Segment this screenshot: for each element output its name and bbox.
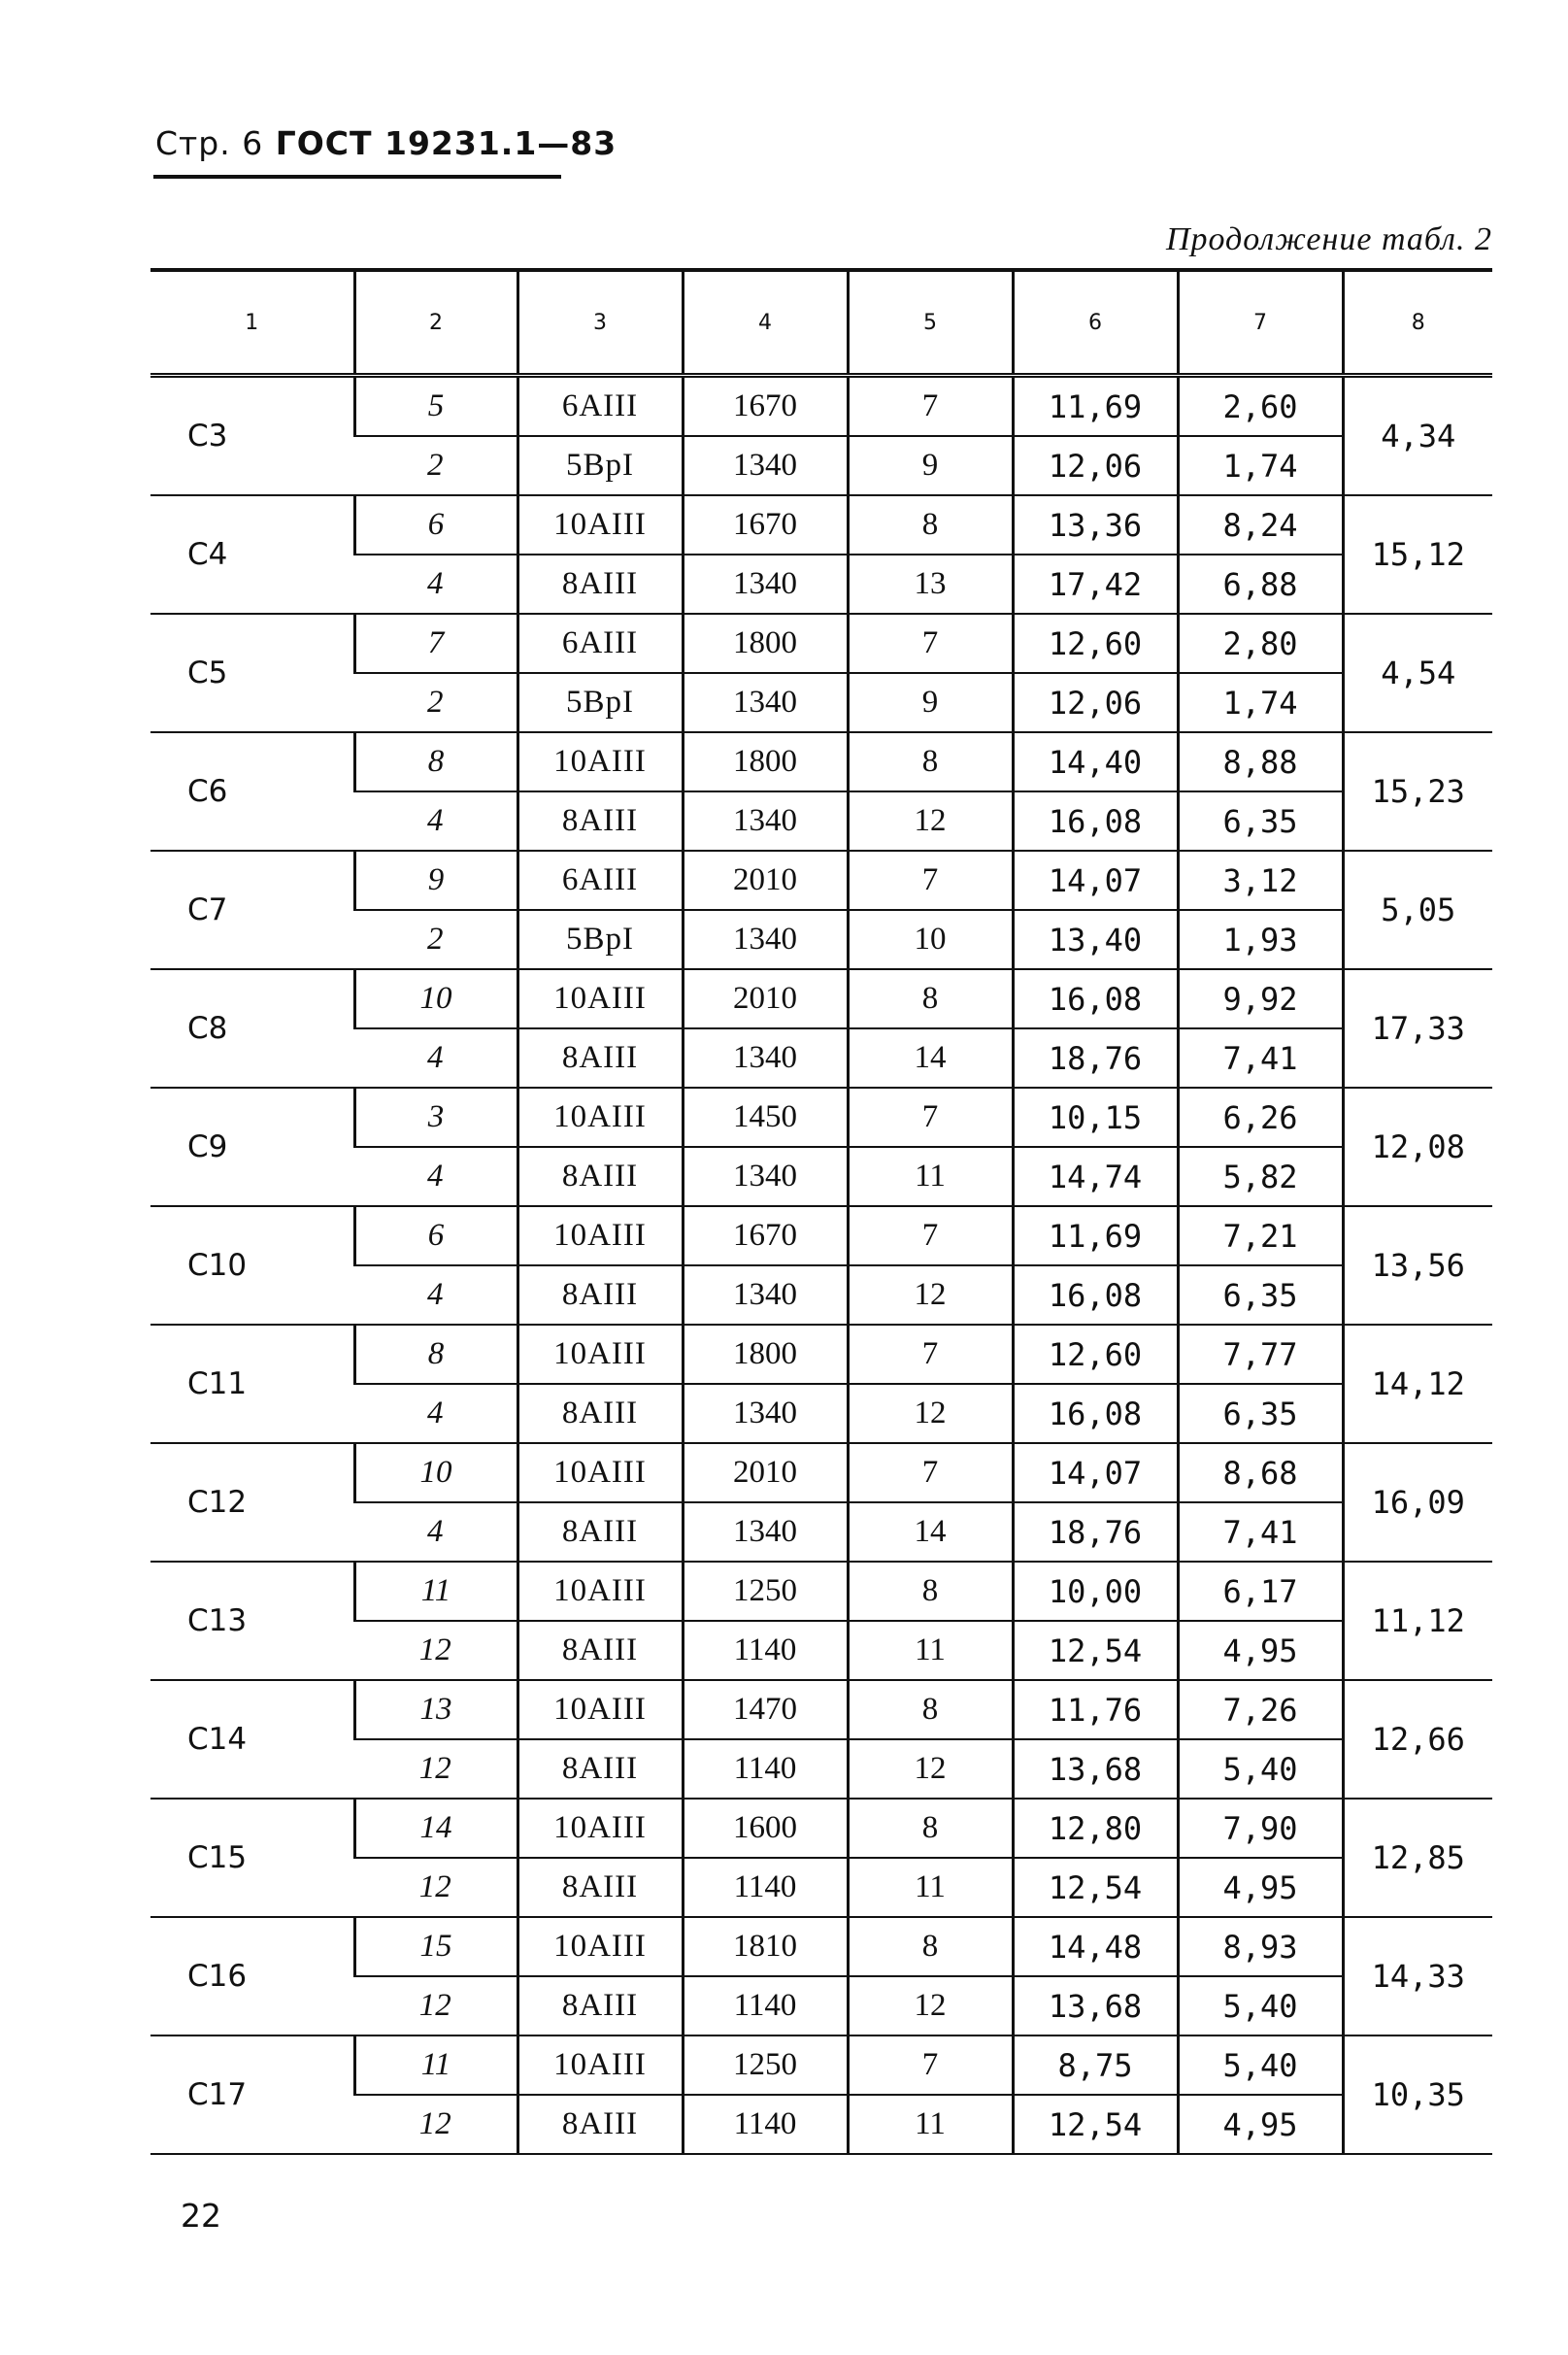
cell-rebar-class: 8AIII [517,1739,683,1799]
cell-rebar-class: 5BpI [517,673,683,732]
cell-total: 5,05 [1343,851,1492,969]
cell-value-7: 8,88 [1178,732,1343,791]
cell-quantity: 2 [354,910,517,969]
cell-quantity: 10 [354,1443,517,1502]
cell-value-7: 5,82 [1178,1147,1343,1206]
cell-mark: С10 [150,1206,354,1325]
cell-value-6: 12,60 [1013,1325,1178,1384]
page-number: 22 [181,2197,221,2235]
cell-rebar-class: 8AIII [517,1858,683,1917]
cell-quantity: 6 [354,1206,517,1265]
cell-value-6: 16,08 [1013,791,1178,851]
cell-value-7: 6,17 [1178,1562,1343,1621]
cell-value-7: 1,74 [1178,436,1343,495]
cell-rebar-class: 5BpI [517,436,683,495]
cell-value-7: 4,95 [1178,1621,1343,1680]
cell-total: 14,12 [1343,1325,1492,1443]
cell-rebar-class: 10AIII [517,1799,683,1858]
cell-count: 11 [848,1621,1013,1680]
cell-total: 11,12 [1343,1562,1492,1680]
cell-rebar-class: 10AIII [517,969,683,1028]
cell-count: 14 [848,1502,1013,1562]
column-header: 3 [517,270,683,376]
cell-value-6: 14,40 [1013,732,1178,791]
cell-mark: С16 [150,1917,354,2035]
cell-quantity: 6 [354,495,517,555]
cell-value-6: 12,54 [1013,1858,1178,1917]
cell-rebar-class: 8AIII [517,1147,683,1206]
cell-mark: С12 [150,1443,354,1562]
column-header: 4 [683,270,848,376]
cell-rebar-class: 10AIII [517,2035,683,2095]
table-row [150,376,1492,437]
cell-quantity: 7 [354,614,517,673]
cell-value-7: 7,26 [1178,1680,1343,1739]
column-header: 7 [1178,270,1343,376]
cell-value-7: 9,92 [1178,969,1343,1028]
cell-rebar-class: 10AIII [517,1917,683,1976]
cell-value-6: 16,08 [1013,969,1178,1028]
table-row [150,614,1492,673]
cell-count: 12 [848,1265,1013,1325]
cell-length: 1800 [683,732,848,791]
cell-mark: С11 [150,1325,354,1443]
cell-quantity: 12 [354,1739,517,1799]
cell-length: 1670 [683,495,848,555]
cell-count: 8 [848,732,1013,791]
cell-count: 12 [848,1976,1013,2035]
cell-mark: С13 [150,1562,354,1680]
cell-value-7: 7,77 [1178,1325,1343,1384]
cell-value-7: 1,74 [1178,673,1343,732]
table-row [150,1325,1492,1384]
cell-value-6: 12,60 [1013,614,1178,673]
cell-quantity: 12 [354,2095,517,2154]
cell-total: 12,85 [1343,1799,1492,1917]
cell-quantity: 4 [354,791,517,851]
header-rule [153,175,561,179]
cell-count: 7 [848,2035,1013,2095]
cell-value-6: 16,08 [1013,1265,1178,1325]
cell-value-7: 6,35 [1178,1384,1343,1443]
cell-value-7: 4,95 [1178,2095,1343,2154]
cell-length: 1800 [683,614,848,673]
cell-rebar-class: 8AIII [517,555,683,614]
cell-count: 8 [848,1917,1013,1976]
cell-value-7: 6,35 [1178,791,1343,851]
table-row [150,1562,1492,1621]
column-header: 1 [150,270,354,376]
cell-value-7: 7,41 [1178,1028,1343,1088]
cell-value-6: 12,06 [1013,673,1178,732]
cell-count: 7 [848,1443,1013,1502]
cell-value-7: 8,93 [1178,1917,1343,1976]
cell-quantity: 8 [354,732,517,791]
cell-total: 4,34 [1343,376,1492,496]
cell-count: 7 [848,1088,1013,1147]
cell-value-6: 13,68 [1013,1739,1178,1799]
cell-mark: С15 [150,1799,354,1917]
cell-rebar-class: 6AIII [517,851,683,910]
page-header [155,124,617,162]
cell-quantity: 11 [354,2035,517,2095]
cell-length: 1340 [683,673,848,732]
cell-value-6: 10,00 [1013,1562,1178,1621]
cell-value-6: 18,76 [1013,1028,1178,1088]
cell-length: 1140 [683,1976,848,2035]
cell-length: 1450 [683,1088,848,1147]
cell-value-6: 8,75 [1013,2035,1178,2095]
cell-length: 1250 [683,1562,848,1621]
table-row [150,1206,1492,1265]
cell-total: 15,12 [1343,495,1492,614]
cell-rebar-class: 8AIII [517,1265,683,1325]
cell-value-6: 12,54 [1013,1621,1178,1680]
cell-count: 8 [848,1680,1013,1739]
cell-count: 8 [848,1799,1013,1858]
cell-length: 1340 [683,1502,848,1562]
cell-mark: С4 [150,495,354,614]
cell-length: 1340 [683,436,848,495]
cell-quantity: 5 [354,376,517,437]
cell-length: 1670 [683,1206,848,1265]
cell-rebar-class: 6AIII [517,376,683,437]
cell-length: 1140 [683,1739,848,1799]
cell-value-7: 2,60 [1178,376,1343,437]
cell-length: 1140 [683,2095,848,2154]
cell-rebar-class: 8AIII [517,1028,683,1088]
cell-value-7: 5,40 [1178,2035,1343,2095]
cell-length: 1140 [683,1621,848,1680]
cell-count: 12 [848,791,1013,851]
cell-value-6: 13,36 [1013,495,1178,555]
table-row [150,1799,1492,1858]
cell-quantity: 4 [354,1265,517,1325]
cell-value-7: 3,12 [1178,851,1343,910]
table-row [150,969,1492,1028]
cell-rebar-class: 10AIII [517,1680,683,1739]
cell-quantity: 2 [354,673,517,732]
cell-rebar-class: 8AIII [517,1621,683,1680]
cell-length: 1140 [683,1858,848,1917]
cell-total: 4,54 [1343,614,1492,732]
cell-count: 8 [848,969,1013,1028]
cell-value-7: 7,21 [1178,1206,1343,1265]
cell-rebar-class: 10AIII [517,495,683,555]
cell-rebar-class: 8AIII [517,1976,683,2035]
cell-value-6: 13,40 [1013,910,1178,969]
cell-value-6: 12,80 [1013,1799,1178,1858]
column-header: 6 [1013,270,1178,376]
table-continuation-label: Продолжение табл. 2 [1165,221,1492,257]
cell-value-6: 14,07 [1013,1443,1178,1502]
cell-length: 2010 [683,969,848,1028]
cell-total: 12,08 [1343,1088,1492,1206]
cell-quantity: 9 [354,851,517,910]
cell-value-6: 11,76 [1013,1680,1178,1739]
cell-count: 12 [848,1739,1013,1799]
cell-value-6: 14,07 [1013,851,1178,910]
cell-mark: С8 [150,969,354,1088]
cell-length: 2010 [683,1443,848,1502]
cell-value-6: 16,08 [1013,1384,1178,1443]
cell-quantity: 4 [354,1028,517,1088]
cell-value-7: 2,80 [1178,614,1343,673]
table-row [150,1917,1492,1976]
cell-total: 15,23 [1343,732,1492,851]
cell-quantity: 4 [354,1147,517,1206]
cell-value-7: 7,90 [1178,1799,1343,1858]
cell-length: 1470 [683,1680,848,1739]
cell-count: 7 [848,376,1013,437]
cell-length: 1670 [683,376,848,437]
cell-length: 1810 [683,1917,848,1976]
table-row [150,1088,1492,1147]
cell-quantity: 12 [354,1858,517,1917]
cell-count: 12 [848,1384,1013,1443]
table-row [150,1443,1492,1502]
cell-mark: С5 [150,614,354,732]
cell-quantity: 4 [354,555,517,614]
cell-total: 12,66 [1343,1680,1492,1799]
cell-total: 14,33 [1343,1917,1492,2035]
cell-count: 14 [848,1028,1013,1088]
cell-rebar-class: 10AIII [517,1325,683,1384]
cell-quantity: 8 [354,1325,517,1384]
cell-value-7: 1,93 [1178,910,1343,969]
cell-length: 1600 [683,1799,848,1858]
cell-value-6: 13,68 [1013,1976,1178,2035]
cell-count: 7 [848,614,1013,673]
cell-quantity: 2 [354,436,517,495]
cell-length: 1340 [683,1028,848,1088]
cell-mark: С14 [150,1680,354,1799]
spec-table-container [150,268,1492,2155]
cell-length: 1800 [683,1325,848,1384]
cell-value-7: 6,26 [1178,1088,1343,1147]
cell-mark: С3 [150,376,354,496]
cell-quantity: 11 [354,1562,517,1621]
cell-value-7: 5,40 [1178,1976,1343,2035]
cell-rebar-class: 10AIII [517,732,683,791]
cell-value-7: 6,35 [1178,1265,1343,1325]
cell-length: 1340 [683,791,848,851]
cell-count: 7 [848,851,1013,910]
cell-quantity: 12 [354,1976,517,2035]
table-row [150,1680,1492,1739]
cell-value-7: 6,88 [1178,555,1343,614]
table-row [150,2035,1492,2095]
cell-quantity: 12 [354,1621,517,1680]
cell-value-6: 14,48 [1013,1917,1178,1976]
cell-count: 7 [848,1206,1013,1265]
cell-value-6: 17,42 [1013,555,1178,614]
cell-count: 10 [848,910,1013,969]
cell-quantity: 4 [354,1502,517,1562]
table-row [150,732,1492,791]
cell-value-7: 7,41 [1178,1502,1343,1562]
cell-rebar-class: 5BpI [517,910,683,969]
cell-rebar-class: 8AIII [517,1384,683,1443]
cell-quantity: 4 [354,1384,517,1443]
cell-count: 11 [848,1858,1013,1917]
cell-rebar-class: 8AIII [517,791,683,851]
cell-rebar-class: 6AIII [517,614,683,673]
cell-rebar-class: 10AIII [517,1088,683,1147]
cell-total: 13,56 [1343,1206,1492,1325]
cell-rebar-class: 10AIII [517,1562,683,1621]
cell-quantity: 3 [354,1088,517,1147]
cell-value-6: 11,69 [1013,376,1178,437]
spec-table [150,268,1492,2155]
standard-code: ГОСТ 19231.1—83 [275,124,617,162]
cell-mark: С17 [150,2035,354,2154]
cell-value-6: 12,06 [1013,436,1178,495]
cell-total: 16,09 [1343,1443,1492,1562]
cell-count: 9 [848,436,1013,495]
cell-rebar-class: 8AIII [517,2095,683,2154]
cell-quantity: 15 [354,1917,517,1976]
cell-count: 8 [848,1562,1013,1621]
cell-quantity: 10 [354,969,517,1028]
cell-value-6: 11,69 [1013,1206,1178,1265]
table-body [150,376,1492,2155]
cell-total: 10,35 [1343,2035,1492,2154]
cell-value-7: 8,68 [1178,1443,1343,1502]
cell-mark: С9 [150,1088,354,1206]
cell-count: 8 [848,495,1013,555]
cell-quantity: 14 [354,1799,517,1858]
table-row [150,495,1492,555]
page-prefix: Стр. 6 [155,124,264,162]
cell-total: 17,33 [1343,969,1492,1088]
cell-rebar-class: 10AIII [517,1443,683,1502]
cell-length: 1250 [683,2035,848,2095]
cell-mark: С7 [150,851,354,969]
cell-value-6: 10,15 [1013,1088,1178,1147]
cell-length: 1340 [683,555,848,614]
cell-rebar-class: 8AIII [517,1502,683,1562]
cell-count: 11 [848,2095,1013,2154]
column-header: 8 [1343,270,1492,376]
cell-value-7: 8,24 [1178,495,1343,555]
cell-length: 1340 [683,1265,848,1325]
cell-value-7: 4,95 [1178,1858,1343,1917]
cell-rebar-class: 10AIII [517,1206,683,1265]
cell-value-6: 12,54 [1013,2095,1178,2154]
cell-length: 1340 [683,1384,848,1443]
cell-value-6: 18,76 [1013,1502,1178,1562]
cell-mark: С6 [150,732,354,851]
column-header: 5 [848,270,1013,376]
cell-count: 7 [848,1325,1013,1384]
cell-value-7: 5,40 [1178,1739,1343,1799]
cell-count: 13 [848,555,1013,614]
cell-count: 9 [848,673,1013,732]
cell-count: 11 [848,1147,1013,1206]
cell-quantity: 13 [354,1680,517,1739]
column-header: 2 [354,270,517,376]
cell-value-6: 14,74 [1013,1147,1178,1206]
cell-length: 1340 [683,1147,848,1206]
cell-length: 1340 [683,910,848,969]
header-row [150,270,1492,376]
table-row [150,851,1492,910]
cell-length: 2010 [683,851,848,910]
